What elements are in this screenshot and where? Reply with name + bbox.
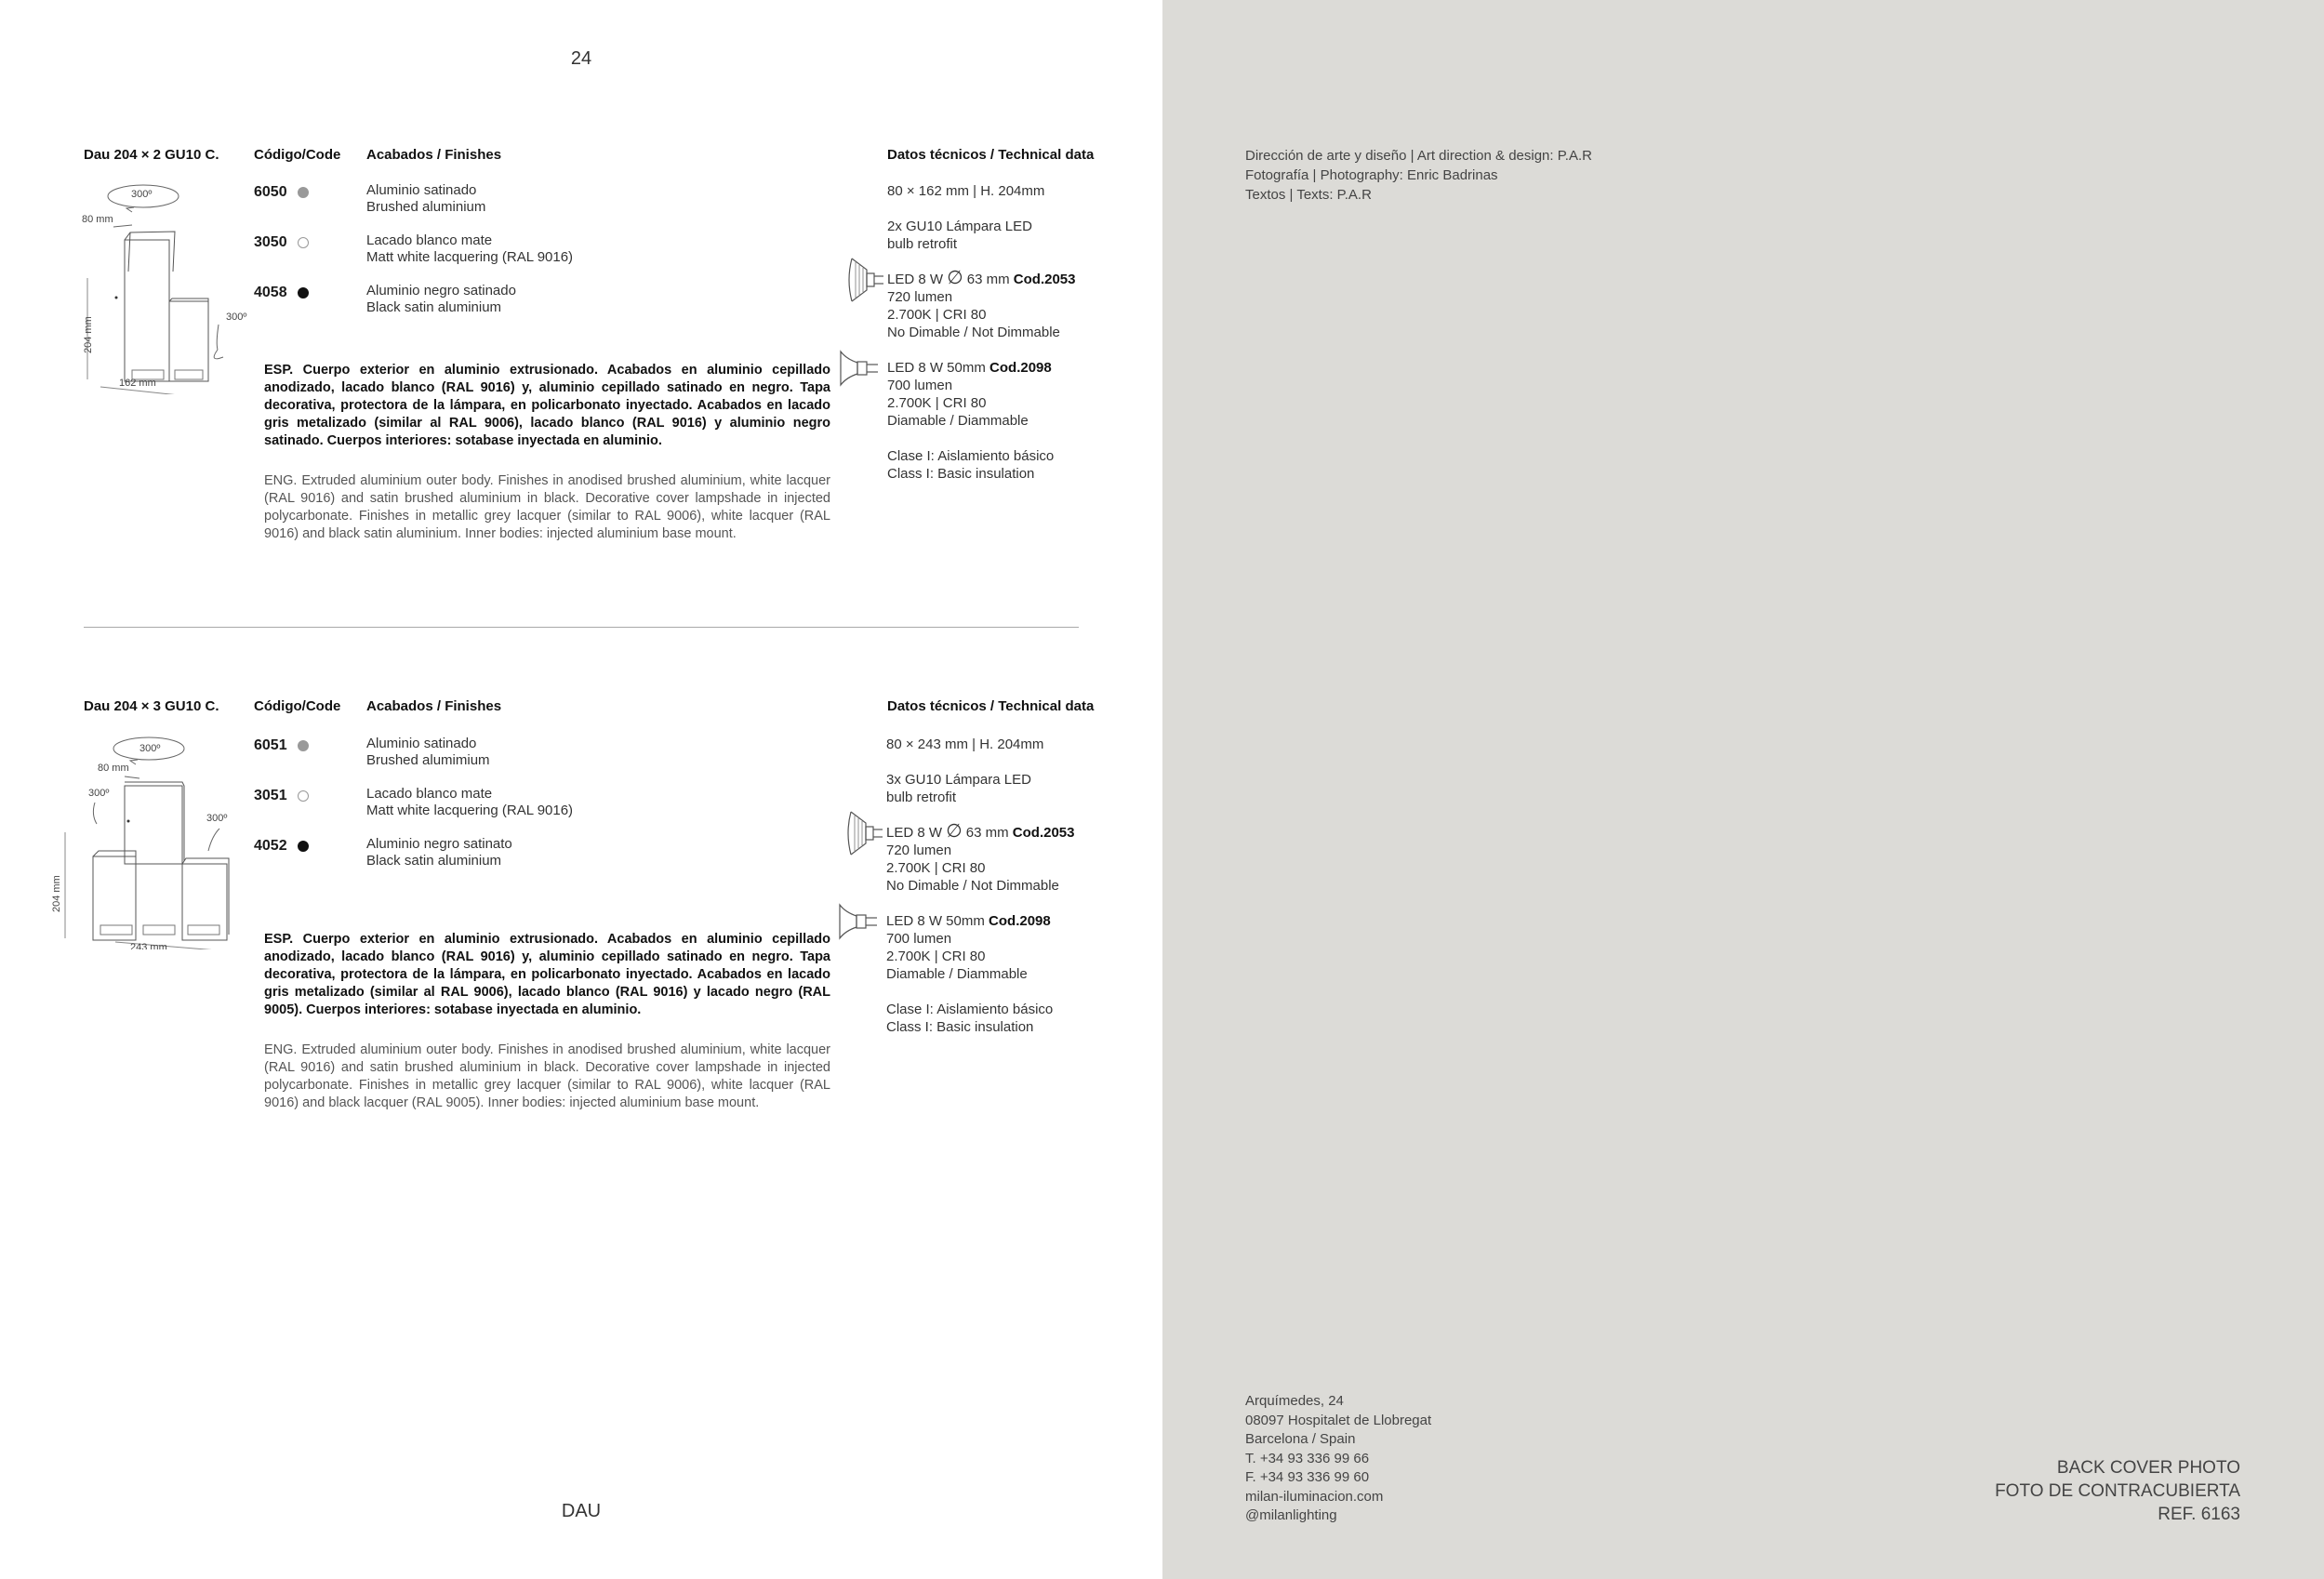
catalog-footer-title: DAU: [561, 1501, 602, 1521]
led-code: Cod.2098: [989, 360, 1052, 376]
back-cover-caption: [1995, 1456, 2240, 1526]
length-label: 162 mm: [119, 378, 156, 389]
finishes-header: Acabados / Finishes: [366, 698, 502, 714]
address-website: milan-iluminacion.com: [1245, 1488, 1384, 1505]
rotation-label-top: 300º: [131, 189, 153, 200]
tech-header: Datos técnicos / Technical data: [887, 698, 1095, 714]
variant-code: 6050: [254, 184, 287, 200]
tech-header: Datos técnicos / Technical data: [887, 147, 1095, 163]
address-fax: F. +34 93 336 99 60: [1245, 1469, 1370, 1485]
variant-code: 4058: [254, 285, 287, 300]
dimensions: 80 × 162 mm | H. 204mm: [887, 183, 1045, 199]
lamp-type: 2x GU10 Lámpara LED: [887, 219, 1032, 234]
led-prefix: LED 8 W: [887, 272, 944, 287]
led-prefix: LED 8 W 50mm: [886, 913, 985, 929]
led-lumen: 720 lumen: [886, 843, 952, 858]
company-address: [1245, 1392, 1431, 1526]
variant-code: 6051: [254, 737, 287, 753]
led-spec-2053: [887, 268, 1129, 288]
finish-name-en: Black satin aluminium: [366, 299, 502, 315]
gu10-lamp-icon-flat: [839, 350, 887, 387]
led-size: 63 mm: [966, 272, 1010, 287]
led-temp: 2.700K | CRI 80: [887, 307, 987, 323]
description-es: ESP. Cuerpo exterior en aluminio extrusionado. Acabados en aluminio cepillado anodizado, lacado blanco (RAL 9016) y, aluminio cepillado satinado en negro. Tapa decorativa, protectora de la lámpara, en policarbonato inyectado. Acabados en lacado gris metalizado (similar al RAL 9006), lacado blanco (RAL 9016) y lacado negro (RAL 9005). Cuerpos interiores: sotabase inyectada en aluminio.: [264, 932, 830, 1017]
description-en: ENG. Extruded aluminium outer body. Finishes in anodised brushed aluminium, white lacquer (RAL 9016) and satin brushed aluminium in black. Decorative cover lampshade in injected polycarbonate. Finishes in metallic grey lacquer (similar to RAL 9006), white lacquer (RAL 9016) and black satin aluminium. Inner bodies: injected aluminium base mount.: [264, 473, 830, 541]
diameter-symbol: ∅: [946, 821, 963, 842]
led-spec-2098: [887, 359, 1129, 377]
product-name: Dau 204 × 2 GU10 C.: [84, 147, 219, 163]
rotation-label-side: 300º: [226, 312, 247, 323]
insulation-class-es: Clase I: Aislamiento básico: [886, 1002, 1054, 1017]
led-temp: 2.700K | CRI 80: [886, 860, 986, 876]
diameter-symbol: ∅: [947, 268, 963, 288]
rotation-label-left: 300º: [88, 788, 110, 799]
section-divider: [84, 627, 1079, 628]
finish-name-es: Aluminio satinado: [366, 736, 477, 751]
led-size: 63 mm: [965, 825, 1009, 841]
gu10-lamp-icon-flat: [838, 903, 886, 940]
credits: [1245, 146, 1592, 205]
finish-name-es: Aluminio negro satinato: [366, 836, 512, 852]
led-lumen: 720 lumen: [887, 289, 953, 305]
variant-code: 3051: [254, 788, 287, 803]
code-header: Código/Code: [254, 147, 341, 163]
led-code: Cod.2098: [989, 913, 1051, 929]
height-label: 204 mm: [83, 316, 94, 353]
led-code: Cod.2053: [1012, 825, 1075, 841]
tech-data: [886, 736, 1128, 1036]
width-label: 80 mm: [98, 763, 129, 774]
lamp-type-2: bulb retrofit: [887, 236, 958, 252]
credit-art-direction: Dirección de arte y diseño | Art direction & design: P.A.R: [1245, 148, 1592, 164]
code-header: Código/Code: [254, 698, 341, 714]
finish-name-en: Black satin aluminium: [366, 853, 502, 869]
insulation-class-es: Clase I: Aislamiento básico: [887, 448, 1055, 464]
gu10-lamp-icon: [848, 257, 887, 303]
variant-code: 4052: [254, 838, 287, 854]
led-dimmable: Diamable / Diammable: [887, 413, 1029, 429]
address-street: Arquímedes, 24: [1245, 1393, 1344, 1409]
led-prefix: LED 8 W: [886, 825, 943, 841]
variant-code: 3050: [254, 234, 287, 250]
finish-name-en: Matt white lacquering (RAL 9016): [366, 803, 574, 818]
back-cover-ref: REF. 6163: [2158, 1505, 2240, 1524]
product-drawing-3gu10: [46, 736, 251, 949]
finish-name-en: Matt white lacquering (RAL 9016): [366, 249, 574, 265]
finish-swatch-white: [298, 237, 309, 248]
led-code: Cod.2053: [1013, 272, 1076, 287]
dimensions: 80 × 243 mm | H. 204mm: [886, 736, 1044, 752]
rotation-label-top: 300º: [139, 743, 161, 754]
finish-name-es: Lacado blanco mate: [366, 786, 493, 802]
finish-swatch-grey: [298, 187, 309, 198]
height-label: 204 mm: [51, 875, 62, 912]
finish-name-en: Brushed alumimium: [366, 752, 490, 768]
finish-swatch-black: [298, 841, 309, 852]
description-en: ENG. Extruded aluminium outer body. Finishes in anodised brushed aluminium, white lacquer (RAL 9016) and satin brushed aluminium in black. Decorative cover lampshade in injected polycarbonate. Finishes in metallic grey lacquer (similar to RAL 9006), white lacquer (RAL 9016) and black lacquer (RAL 9005). Inner bodies: injected aluminium base mount.: [264, 1042, 830, 1110]
page-number: 24: [570, 48, 592, 69]
led-temp: 2.700K | CRI 80: [886, 949, 986, 964]
back-cover-label-es: FOTO DE CONTRACUBIERTA: [1995, 1481, 2240, 1501]
finish-swatch-grey: [298, 740, 309, 751]
rotation-label-right: 300º: [206, 813, 228, 824]
description-es: ESP. Cuerpo exterior en aluminio extrusionado. Acabados en aluminio cepillado anodizado, lacado blanco (RAL 9016) y, aluminio cepillado satinado en negro. Tapa decorativa, protectora de la lámpara, en policarbonato inyectado. Acabados en lacado gris metalizado (similar al RAL 9006), lacado blanco (RAL 9016) y aluminio negro satinado. Cuerpos interiores: sotabase inyectada en aluminio.: [264, 363, 830, 448]
length-label: 243 mm: [130, 942, 167, 949]
address-phone: T. +34 93 336 99 66: [1245, 1450, 1370, 1466]
led-prefix: LED 8 W 50mm: [887, 360, 986, 376]
product-section-3gu10: [0, 698, 1162, 1182]
address-social: @milanlighting: [1245, 1507, 1337, 1523]
finish-name-en: Brushed aluminium: [366, 199, 486, 215]
back-cover-label-en: BACK COVER PHOTO: [2056, 1458, 2240, 1478]
gu10-lamp-icon: [847, 810, 886, 856]
insulation-class-en: Class I: Basic insulation: [887, 466, 1035, 482]
led-spec-2053: [886, 821, 1128, 842]
width-label: 80 mm: [82, 214, 113, 225]
credit-texts: Textos | Texts: P.A.R: [1245, 187, 1372, 203]
finishes-header: Acabados / Finishes: [366, 147, 502, 163]
finish-swatch-white: [298, 790, 309, 802]
lamp-type: 3x GU10 Lámpara LED: [886, 772, 1031, 788]
led-lumen: 700 lumen: [886, 931, 952, 947]
product-drawing-2gu10: [78, 180, 264, 394]
address-city: 08097 Hospitalet de Llobregat: [1245, 1412, 1432, 1428]
finish-name-es: Lacado blanco mate: [366, 232, 493, 248]
credit-photography: Fotografía | Photography: Enric Badrinas: [1245, 167, 1498, 183]
led-dimmable: Diamable / Diammable: [886, 966, 1028, 982]
led-dimmable: No Dimable / Not Dimmable: [886, 878, 1059, 894]
tech-data: [887, 182, 1129, 483]
insulation-class-en: Class I: Basic insulation: [886, 1019, 1034, 1035]
lamp-type-2: bulb retrofit: [886, 790, 957, 805]
led-temp: 2.700K | CRI 80: [887, 395, 987, 411]
right-page-back-cover: [1162, 0, 2324, 1579]
led-lumen: 700 lumen: [887, 378, 953, 393]
led-spec-2098: [886, 912, 1128, 930]
led-dimmable: No Dimable / Not Dimmable: [887, 325, 1060, 340]
finish-swatch-black: [298, 287, 309, 299]
product-name: Dau 204 × 3 GU10 C.: [84, 698, 219, 714]
product-section-2gu10: [0, 147, 1162, 630]
finish-name-es: Aluminio negro satinado: [366, 283, 516, 299]
address-country: Barcelona / Spain: [1245, 1431, 1356, 1447]
finish-name-es: Aluminio satinado: [366, 182, 477, 198]
